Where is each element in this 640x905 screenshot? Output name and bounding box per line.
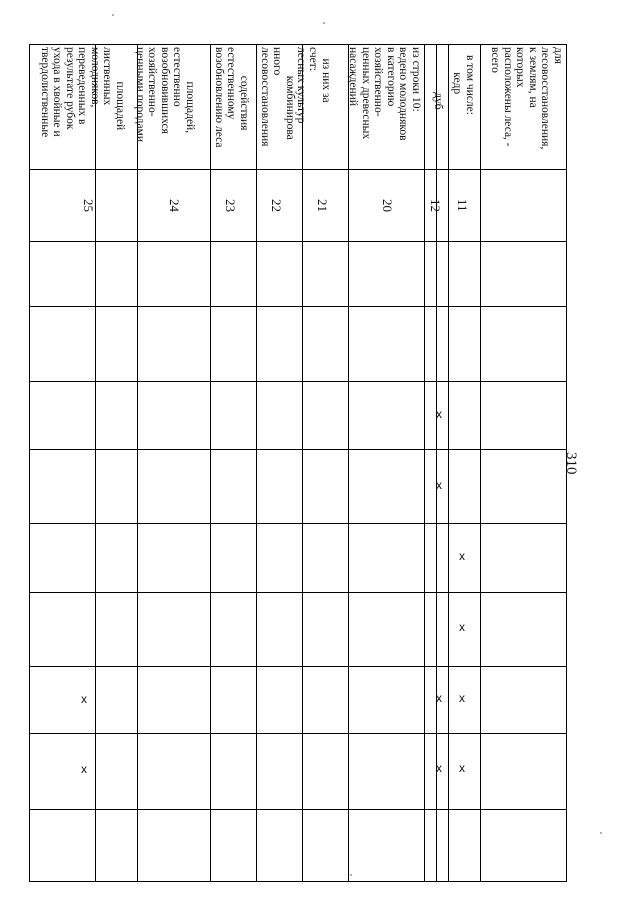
column-divider <box>30 306 566 307</box>
row-number-23: 23 <box>223 199 238 212</box>
row-label-22: комбинирова нного лесовосстановления <box>259 47 296 147</box>
row-label-24: площадей, естественно возобновившихся хозяйственно- ценными породами <box>134 47 196 143</box>
x-mark: x <box>81 692 87 706</box>
row-divider <box>302 45 303 881</box>
column-divider <box>30 809 566 810</box>
row-number-25: 25 <box>81 199 96 212</box>
row-divider <box>448 45 449 881</box>
row-label-12: дуб <box>432 75 444 110</box>
x-mark: x <box>459 691 465 705</box>
row-number-12: 12 <box>428 199 443 212</box>
x-mark: x <box>459 549 465 563</box>
statistics-table <box>29 44 567 882</box>
row-label-11: в том числе: кедр <box>451 55 476 115</box>
x-mark: x <box>459 620 465 634</box>
x-mark: x <box>436 691 442 705</box>
x-mark: x <box>436 407 442 421</box>
row-divider <box>436 45 437 881</box>
column-divider <box>30 666 566 667</box>
row-divider <box>480 45 481 881</box>
x-mark: x <box>436 478 442 492</box>
row-divider <box>256 45 257 881</box>
scan-speck <box>323 22 325 24</box>
column-divider <box>30 169 566 170</box>
row-number-22: 22 <box>269 199 284 212</box>
row-label-20: из строки 10: ведено молодняков в категорию хозяйственно- ценных древесных насаждений <box>347 47 422 141</box>
row-divider <box>210 45 211 881</box>
row-divider <box>424 45 425 881</box>
row-divider <box>137 45 138 881</box>
scan-speck <box>112 14 114 16</box>
column-divider <box>30 523 566 524</box>
row-divider <box>95 45 96 881</box>
column-divider <box>30 592 566 593</box>
x-mark: x <box>81 762 87 776</box>
row-number-24: 24 <box>167 199 182 212</box>
row-label-23: содействия естественному возобновлению леса <box>213 47 250 148</box>
page-number: 310 <box>563 452 579 475</box>
row-label-25: площадей лиственных молодняков, переведенных в результате рубок ухода в хвойные и твердолиственные <box>39 47 126 138</box>
scan-speck <box>600 832 602 834</box>
column-divider <box>30 449 566 450</box>
row-number-11: 11 <box>455 199 470 212</box>
row-number-20: 20 <box>380 199 395 212</box>
x-mark: x <box>459 761 465 775</box>
row-divider <box>348 45 349 881</box>
column-divider <box>30 381 566 382</box>
column-divider <box>30 241 566 242</box>
column-divider <box>30 733 566 734</box>
row-label-21: из них за счет: лесных культур <box>295 47 332 124</box>
x-mark: x <box>436 761 442 775</box>
row-label-total: для лесовосстановления, к землям, на которых расположены леса, - всего <box>489 47 564 150</box>
row-number-21: 21 <box>315 199 330 212</box>
